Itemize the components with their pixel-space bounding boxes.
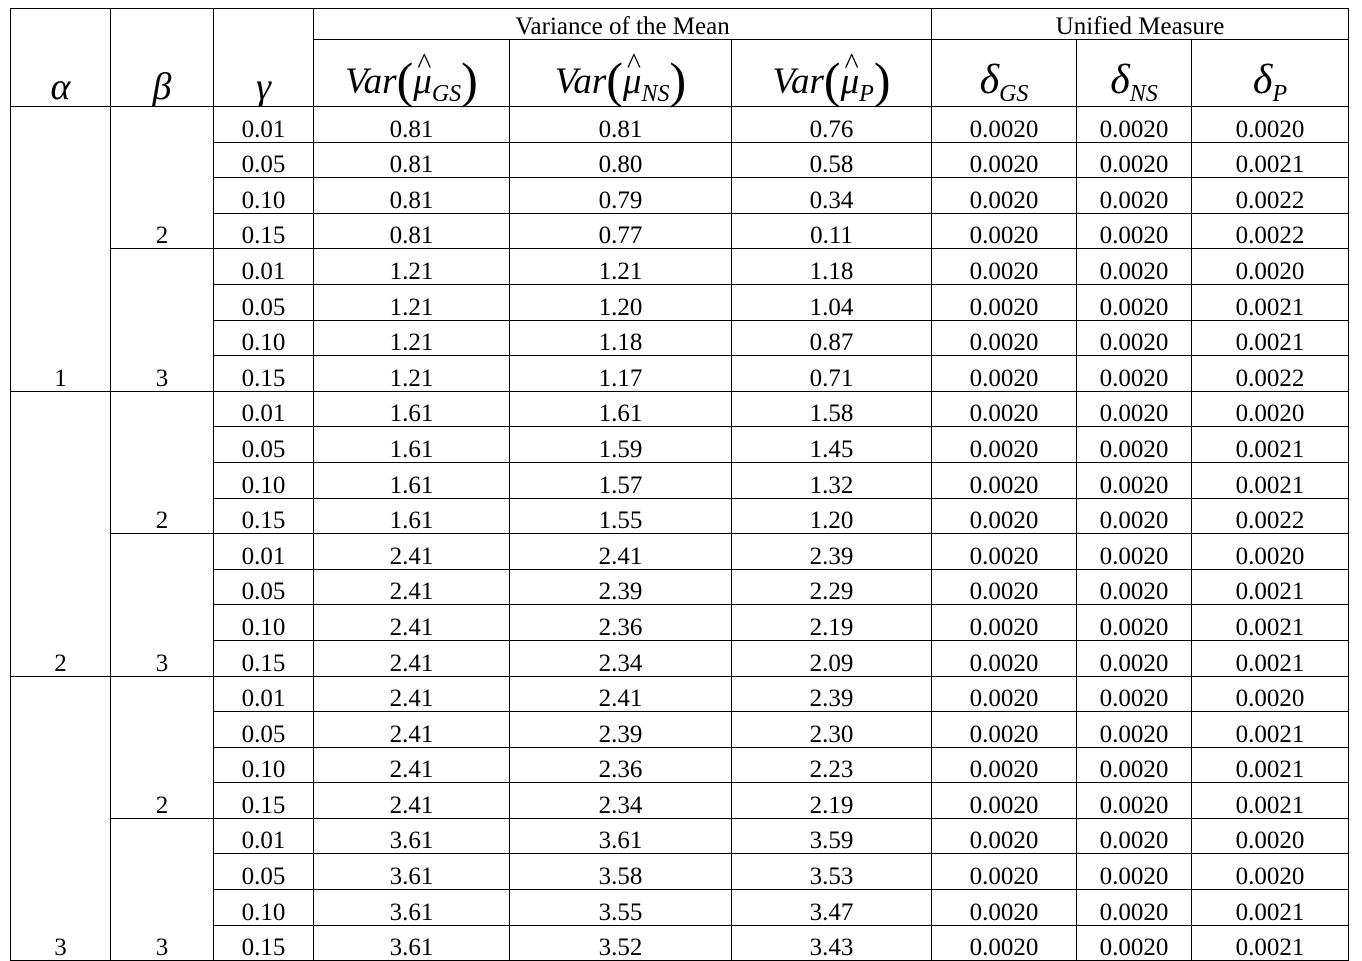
table-row [11,534,1349,570]
var-p-cell: 3.59 [732,818,932,854]
var-p-cell: 1.18 [732,249,932,285]
var-ns-cell: 2.41 [510,676,732,712]
delta-ns-cell: 0.0020 [1077,818,1192,854]
delta-ns-header: $\delta_{NS}$ [1077,40,1192,107]
var-p-cell: 0.34 [732,178,932,214]
var-ns-header: Var(^ $\mu_{NS}$) [510,40,732,107]
beta-cell: 2 [111,391,214,533]
var-p-cell: 2.29 [732,569,932,605]
beta-cell: 2 [111,107,214,249]
delta-p-cell: 0.0021 [1192,747,1349,783]
var-ns-cell: 0.77 [510,213,732,249]
var-p-cell: 2.23 [732,747,932,783]
delta-p-cell: 0.0021 [1192,890,1349,926]
var-p-cell: 0.11 [732,213,932,249]
var-ns-cell: 2.39 [510,569,732,605]
var-gs-cell: 2.41 [314,569,510,605]
var-ns-cell: 3.61 [510,818,732,854]
var-gs-cell: 0.81 [314,142,510,178]
alpha-cell: 1 [11,107,111,392]
var-gs-cell: 2.41 [314,534,510,570]
gamma-cell: 0.15 [214,213,314,249]
alpha-cell: 3 [11,676,111,961]
var-ns-cell: 1.18 [510,320,732,356]
delta-ns-cell: 0.0020 [1077,284,1192,320]
beta-cell: 3 [111,534,214,676]
var-p-cell: 2.39 [732,676,932,712]
delta-gs-header: $\delta_{GS}$ [932,40,1077,107]
var-gs-cell: 1.61 [314,427,510,463]
gamma-cell: 0.10 [214,320,314,356]
delta-p-header: $\delta_P$ [1192,40,1349,107]
var-p-cell: 3.47 [732,890,932,926]
delta-gs-cell: 0.0020 [932,712,1077,748]
beta-cell: 2 [111,676,214,818]
delta-p-cell: 0.0022 [1192,498,1349,534]
delta-ns-cell: 0.0020 [1077,498,1192,534]
var-gs-cell: 3.61 [314,890,510,926]
var-gs-cell: 2.41 [314,747,510,783]
delta-ns-cell: 0.0020 [1077,569,1192,605]
delta-gs-cell: 0.0020 [932,818,1077,854]
delta-ns-cell: 0.0020 [1077,534,1192,570]
delta-ns-cell: 0.0020 [1077,213,1192,249]
var-gs-cell: 1.21 [314,356,510,392]
var-gs-cell: 1.61 [314,498,510,534]
gamma-cell: 0.05 [214,569,314,605]
gamma-cell: 0.10 [214,605,314,641]
delta-p-cell: 0.0021 [1192,427,1349,463]
var-gs-cell: 2.41 [314,640,510,676]
delta-p-cell: 0.0021 [1192,142,1349,178]
var-ns-cell: 1.21 [510,249,732,285]
delta-p-cell: 0.0020 [1192,534,1349,570]
var-ns-cell: 1.20 [510,284,732,320]
var-p-cell: 2.19 [732,783,932,819]
delta-ns-cell: 0.0020 [1077,747,1192,783]
table-body [11,107,1349,961]
results-table [10,8,1349,961]
gamma-cell: 0.15 [214,356,314,392]
gamma-cell: 0.05 [214,427,314,463]
delta-p-cell: 0.0021 [1192,783,1349,819]
var-p-cell: 1.45 [732,427,932,463]
var-gs-cell: 3.61 [314,925,510,961]
delta-ns-cell: 0.0020 [1077,890,1192,926]
gamma-cell: 0.10 [214,890,314,926]
alpha-header: α [11,9,111,107]
beta-cell: 3 [111,249,214,391]
delta-p-cell: 0.0021 [1192,640,1349,676]
var-p-cell: 0.76 [732,107,932,143]
var-gs-cell: 0.81 [314,213,510,249]
var-gs-cell: 2.41 [314,605,510,641]
alpha-cell: 2 [11,391,111,676]
delta-ns-cell: 0.0020 [1077,391,1192,427]
delta-gs-cell: 0.0020 [932,462,1077,498]
delta-ns-cell: 0.0020 [1077,356,1192,392]
delta-gs-cell: 0.0020 [932,107,1077,143]
table-row [11,249,1349,285]
delta-p-cell: 0.0020 [1192,818,1349,854]
gamma-cell: 0.10 [214,747,314,783]
gamma-cell: 0.10 [214,462,314,498]
delta-p-cell: 0.0022 [1192,213,1349,249]
var-gs-cell: 1.61 [314,462,510,498]
gamma-header: γ [214,9,314,107]
var-ns-cell: 2.39 [510,712,732,748]
gamma-cell: 0.15 [214,783,314,819]
table-row [11,676,1349,712]
delta-gs-cell: 0.0020 [932,391,1077,427]
var-ns-cell: 2.36 [510,605,732,641]
delta-ns-cell: 0.0020 [1077,249,1192,285]
gamma-cell: 0.01 [214,534,314,570]
var-p-cell: 2.39 [732,534,932,570]
delta-gs-cell: 0.0020 [932,605,1077,641]
delta-gs-cell: 0.0020 [932,178,1077,214]
delta-p-cell: 0.0021 [1192,284,1349,320]
gamma-cell: 0.01 [214,391,314,427]
delta-ns-cell: 0.0020 [1077,925,1192,961]
gamma-cell: 0.01 [214,249,314,285]
delta-ns-cell: 0.0020 [1077,854,1192,890]
var-gs-cell: 1.21 [314,320,510,356]
var-gs-cell: 1.21 [314,249,510,285]
delta-p-cell: 0.0021 [1192,712,1349,748]
delta-gs-cell: 0.0020 [932,320,1077,356]
gamma-cell: 0.15 [214,640,314,676]
var-ns-cell: 3.58 [510,854,732,890]
gamma-cell: 0.01 [214,676,314,712]
delta-gs-cell: 0.0020 [932,356,1077,392]
delta-p-cell: 0.0021 [1192,320,1349,356]
delta-gs-cell: 0.0020 [932,569,1077,605]
gamma-cell: 0.05 [214,712,314,748]
var-p-cell: 1.32 [732,462,932,498]
delta-p-cell: 0.0021 [1192,605,1349,641]
var-ns-cell: 0.81 [510,107,732,143]
var-gs-cell: 0.81 [314,107,510,143]
delta-p-cell: 0.0020 [1192,854,1349,890]
delta-p-cell: 0.0021 [1192,925,1349,961]
gamma-cell: 0.05 [214,854,314,890]
delta-p-cell: 0.0020 [1192,391,1349,427]
var-p-cell: 3.53 [732,854,932,890]
table-row [11,107,1349,143]
var-p-cell: 1.58 [732,391,932,427]
var-ns-cell: 2.41 [510,534,732,570]
delta-ns-cell: 0.0020 [1077,320,1192,356]
delta-gs-cell: 0.0020 [932,142,1077,178]
gamma-cell: 0.05 [214,142,314,178]
delta-gs-cell: 0.0020 [932,498,1077,534]
delta-gs-cell: 0.0020 [932,427,1077,463]
delta-gs-cell: 0.0020 [932,747,1077,783]
delta-ns-cell: 0.0020 [1077,427,1192,463]
var-gs-cell: 2.41 [314,676,510,712]
delta-gs-cell: 0.0020 [932,890,1077,926]
delta-ns-cell: 0.0020 [1077,462,1192,498]
var-p-cell: 2.09 [732,640,932,676]
delta-ns-cell: 0.0020 [1077,783,1192,819]
var-p-cell: 1.20 [732,498,932,534]
delta-p-cell: 0.0020 [1192,107,1349,143]
var-ns-cell: 2.36 [510,747,732,783]
var-p-cell: 2.19 [732,605,932,641]
unified-group-header: Unified Measure [932,9,1349,40]
delta-p-cell: 0.0020 [1192,676,1349,712]
var-gs-cell: 2.41 [314,712,510,748]
gamma-cell: 0.01 [214,107,314,143]
var-ns-cell: 1.61 [510,391,732,427]
beta-cell: 3 [111,818,214,960]
var-ns-cell: 1.57 [510,462,732,498]
var-gs-header: Var(^ $\mu_{GS}$) [314,40,510,107]
var-p-cell: 0.58 [732,142,932,178]
var-p-cell: 2.30 [732,712,932,748]
delta-p-cell: 0.0020 [1192,249,1349,285]
table-row [11,391,1349,427]
delta-ns-cell: 0.0020 [1077,676,1192,712]
delta-gs-cell: 0.0020 [932,783,1077,819]
var-ns-cell: 1.17 [510,356,732,392]
table-row [11,818,1349,854]
delta-gs-cell: 0.0020 [932,854,1077,890]
gamma-cell: 0.15 [214,925,314,961]
delta-gs-cell: 0.0020 [932,925,1077,961]
var-ns-cell: 3.55 [510,890,732,926]
delta-gs-cell: 0.0020 [932,213,1077,249]
var-gs-cell: 2.41 [314,783,510,819]
delta-ns-cell: 0.0020 [1077,142,1192,178]
gamma-cell: 0.10 [214,178,314,214]
var-p-header: Var(^ $\mu_P$) [732,40,932,107]
var-p-cell: 0.87 [732,320,932,356]
var-ns-cell: 1.55 [510,498,732,534]
var-ns-cell: 0.80 [510,142,732,178]
delta-p-cell: 0.0022 [1192,178,1349,214]
delta-p-cell: 0.0021 [1192,462,1349,498]
delta-ns-cell: 0.0020 [1077,605,1192,641]
var-ns-cell: 2.34 [510,783,732,819]
var-ns-cell: 2.34 [510,640,732,676]
var-gs-cell: 1.61 [314,391,510,427]
gamma-cell: 0.15 [214,498,314,534]
delta-gs-cell: 0.0020 [932,534,1077,570]
delta-gs-cell: 0.0020 [932,249,1077,285]
var-gs-cell: 3.61 [314,854,510,890]
delta-gs-cell: 0.0020 [932,284,1077,320]
gamma-cell: 0.01 [214,818,314,854]
delta-ns-cell: 0.0020 [1077,178,1192,214]
delta-gs-cell: 0.0020 [932,676,1077,712]
var-ns-cell: 3.52 [510,925,732,961]
delta-p-cell: 0.0021 [1192,569,1349,605]
variance-group-header: Variance of the Mean [314,9,932,40]
delta-p-cell: 0.0022 [1192,356,1349,392]
delta-gs-cell: 0.0020 [932,640,1077,676]
delta-ns-cell: 0.0020 [1077,712,1192,748]
var-p-cell: 3.43 [732,925,932,961]
delta-ns-cell: 0.0020 [1077,640,1192,676]
beta-header: β [111,9,214,107]
var-ns-cell: 1.59 [510,427,732,463]
var-p-cell: 0.71 [732,356,932,392]
delta-ns-cell: 0.0020 [1077,107,1192,143]
var-gs-cell: 3.61 [314,818,510,854]
var-gs-cell: 0.81 [314,178,510,214]
var-gs-cell: 1.21 [314,284,510,320]
var-p-cell: 1.04 [732,284,932,320]
var-ns-cell: 0.79 [510,178,732,214]
gamma-cell: 0.05 [214,284,314,320]
